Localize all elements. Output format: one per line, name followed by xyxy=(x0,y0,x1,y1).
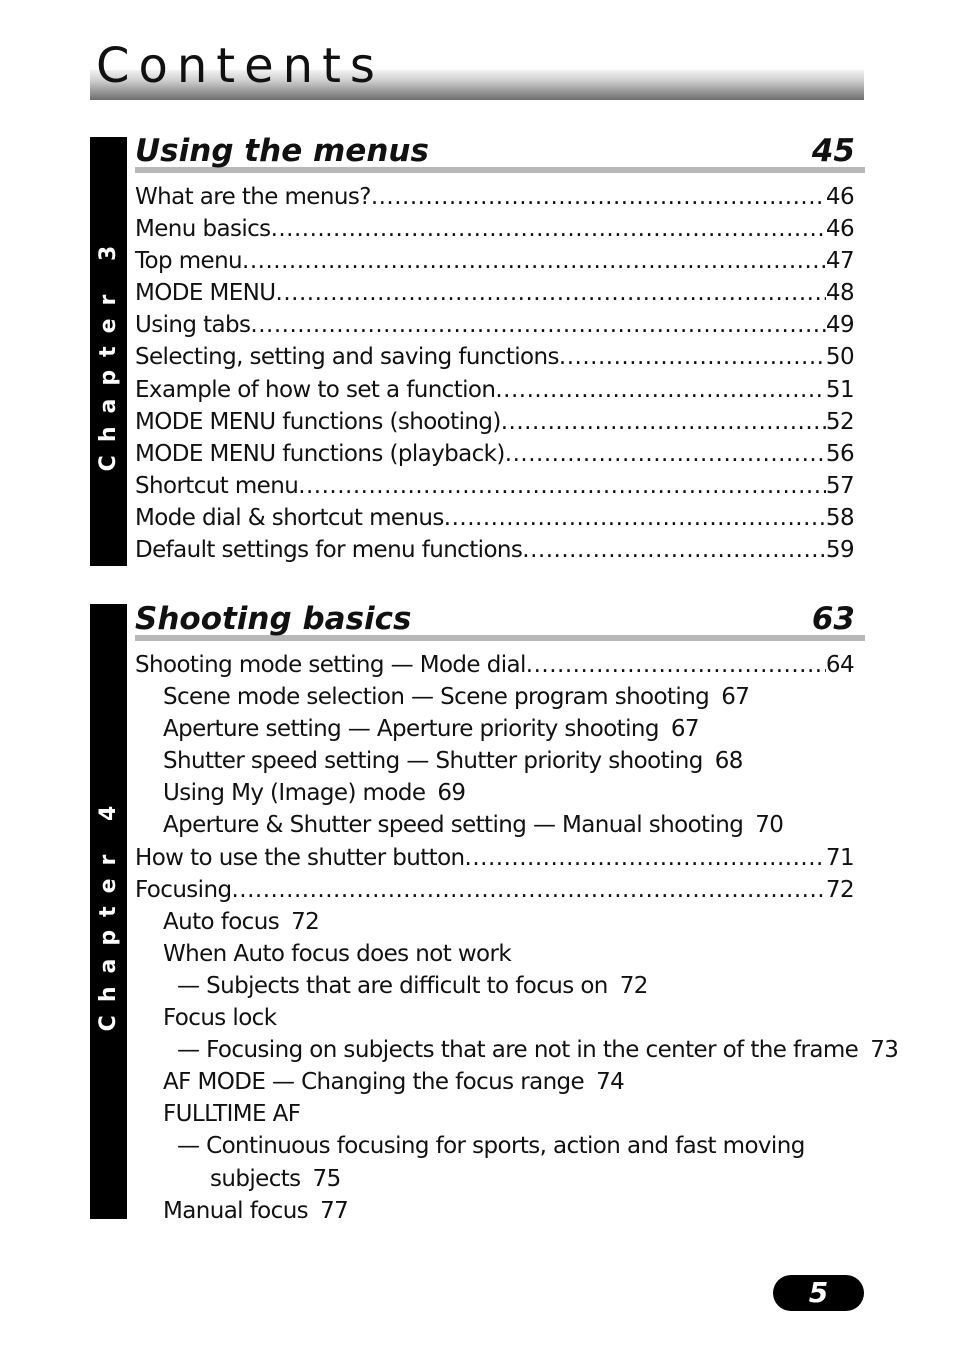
toc-entry[interactable] xyxy=(135,245,854,277)
toc-entry-text: Mode dial & shortcut menus xyxy=(135,504,444,531)
toc-dot-leader xyxy=(298,470,826,502)
chapter-4-tab xyxy=(90,604,127,1219)
toc-entry-page: 47 xyxy=(825,248,854,275)
toc-entry-page: 72 xyxy=(825,876,854,903)
toc-entry-text: Manual focus xyxy=(163,1197,309,1224)
toc-dot-leader xyxy=(242,245,826,277)
toc-entry-page: 69 xyxy=(437,780,466,807)
toc-entry[interactable] xyxy=(135,874,854,906)
toc-entry[interactable] xyxy=(135,1130,865,1162)
toc-entry-page: 68 xyxy=(714,748,743,775)
toc-entry[interactable] xyxy=(135,777,865,809)
chapter-4-title: Shooting basics xyxy=(135,601,412,637)
toc-entry[interactable] xyxy=(135,213,854,245)
toc-entry-text: Using My (Image) mode xyxy=(163,780,426,807)
toc-entry-text: — Continuous focusing for sports, action and fast moving xyxy=(177,1133,805,1160)
toc-entry[interactable] xyxy=(135,713,865,745)
chapter-4-heading[interactable] xyxy=(135,603,865,641)
toc-entry[interactable] xyxy=(135,906,865,938)
toc-dot-leader xyxy=(495,374,826,406)
toc-dot-leader xyxy=(276,277,826,309)
toc-dot-leader xyxy=(465,842,826,874)
toc-entry[interactable] xyxy=(135,534,854,566)
toc-dot-leader xyxy=(231,874,825,906)
toc-entry-page: 58 xyxy=(825,504,854,531)
toc-entry-text: Selecting, setting and saving functions xyxy=(135,344,559,371)
toc-entry-page: 59 xyxy=(825,537,854,564)
toc-entry-page: 67 xyxy=(670,716,699,743)
chapter-4-page: 63 xyxy=(811,601,855,637)
toc-entry-page: 51 xyxy=(825,376,854,403)
toc-entry-text: Shortcut menu xyxy=(135,472,299,499)
toc-entry[interactable] xyxy=(135,681,865,713)
chapter-3-entries xyxy=(135,181,865,566)
toc-dot-leader xyxy=(559,341,826,373)
toc-entry-text: Shutter speed setting — Shutter priority shooting xyxy=(163,748,703,775)
toc-entry[interactable] xyxy=(135,1163,865,1195)
toc-entry[interactable] xyxy=(135,745,865,777)
toc-entry[interactable] xyxy=(135,309,854,341)
toc-entry[interactable] xyxy=(135,341,854,373)
chapter-4-section xyxy=(135,601,899,1227)
toc-entry-page: 50 xyxy=(825,344,854,371)
toc-entry-text: FULLTIME AF xyxy=(163,1101,301,1128)
toc-entry[interactable] xyxy=(135,181,854,213)
toc-entry-text: Menu basics xyxy=(135,216,271,243)
toc-entry-text: Auto focus xyxy=(163,908,280,935)
toc-entry-page: 48 xyxy=(825,280,854,307)
chapter-4-tab-label: Chapter 4 xyxy=(95,792,121,1031)
toc-entry-text: Using tabs xyxy=(135,312,251,339)
toc-entry-text: MODE MENU functions (playback) xyxy=(135,440,505,467)
toc-entry[interactable] xyxy=(135,502,854,534)
toc-entry[interactable] xyxy=(135,970,865,1002)
toc-entry-page: 46 xyxy=(825,216,854,243)
toc-dot-leader xyxy=(444,502,826,534)
toc-entry-page: 77 xyxy=(320,1197,349,1224)
toc-entry-page: 46 xyxy=(825,184,854,210)
toc-entry-text: — Focusing on subjects that are not in the center of the frame xyxy=(177,1037,859,1064)
toc-dot-leader xyxy=(522,534,826,566)
toc-entry[interactable] xyxy=(135,1002,865,1034)
chapter-3-heading[interactable] xyxy=(135,135,865,173)
toc-entry[interactable] xyxy=(135,842,854,874)
chapter-3-tab xyxy=(90,137,127,566)
page-number-badge: 5 xyxy=(773,1275,864,1311)
toc-entry[interactable] xyxy=(135,438,854,470)
chapter-3-tab-label: Chapter 3 xyxy=(95,232,121,471)
toc-entry-page: 72 xyxy=(619,972,648,999)
chapter-3-page: 45 xyxy=(811,133,855,169)
toc-entry-page: 56 xyxy=(825,440,854,467)
toc-entry[interactable] xyxy=(135,809,865,841)
toc-dot-leader xyxy=(505,438,826,470)
toc-entry-text: AF MODE — Changing the focus range xyxy=(163,1069,585,1096)
toc-entry[interactable] xyxy=(135,1066,865,1098)
toc-entry-text: How to use the shutter button xyxy=(135,844,465,871)
toc-entry-page: 75 xyxy=(312,1165,341,1192)
toc-entry-page: 74 xyxy=(596,1069,625,1096)
toc-entry-text: MODE MENU functions (shooting) xyxy=(135,408,501,435)
toc-entry-text: subjects xyxy=(210,1165,301,1192)
toc-entry-text: Top menu xyxy=(135,248,243,275)
toc-entry-text: Default settings for menu functions xyxy=(135,537,523,564)
toc-dot-leader xyxy=(501,406,826,438)
toc-entry-text: Focus lock xyxy=(163,1005,277,1032)
chapter-3-section xyxy=(135,135,865,566)
toc-entry-page: 67 xyxy=(721,684,750,711)
toc-entry-text: Shooting mode setting — Mode dial xyxy=(135,652,526,678)
toc-entry-page: 70 xyxy=(755,812,784,839)
toc-entry-text: What are the menus? xyxy=(135,184,371,210)
toc-entry-text: — Subjects that are difficult to focus on xyxy=(177,972,608,999)
toc-entry[interactable] xyxy=(135,277,854,309)
toc-entry-page: 72 xyxy=(291,908,320,935)
toc-entry-page: 57 xyxy=(825,472,854,499)
toc-dot-leader xyxy=(371,181,826,213)
toc-entry[interactable] xyxy=(135,1098,865,1130)
toc-dot-leader xyxy=(250,309,826,341)
toc-entry[interactable] xyxy=(135,374,854,406)
toc-entry[interactable] xyxy=(135,406,854,438)
toc-entry-text: Scene mode selection — Scene program shooting xyxy=(163,684,710,711)
toc-dot-leader xyxy=(271,213,826,245)
toc-entry-page: 64 xyxy=(825,652,854,678)
toc-entry-text: Aperture setting — Aperture priority shooting xyxy=(163,716,659,743)
toc-entry[interactable] xyxy=(135,938,865,970)
toc-entry[interactable] xyxy=(135,470,854,502)
toc-entry-page: 52 xyxy=(825,408,854,435)
chapter-4-entries xyxy=(135,649,899,1227)
page-title: Contents xyxy=(96,38,384,94)
toc-dot-leader xyxy=(526,649,826,681)
toc-entry-page: 49 xyxy=(825,312,854,339)
toc-entry[interactable] xyxy=(135,1034,899,1066)
chapter-3-title: Using the menus xyxy=(135,133,429,169)
toc-entry-text: Focusing xyxy=(135,876,232,903)
toc-entry-text: Aperture & Shutter speed setting — Manual shooting xyxy=(163,812,744,839)
toc-entry-page: 73 xyxy=(870,1037,899,1064)
toc-entry-text: Example of how to set a function xyxy=(135,376,496,403)
toc-entry-text: MODE MENU xyxy=(135,280,276,307)
toc-entry-page: 71 xyxy=(825,844,854,871)
toc-entry[interactable] xyxy=(135,649,854,681)
toc-entry[interactable] xyxy=(135,1195,865,1227)
toc-entry-text: When Auto focus does not work xyxy=(163,940,512,967)
